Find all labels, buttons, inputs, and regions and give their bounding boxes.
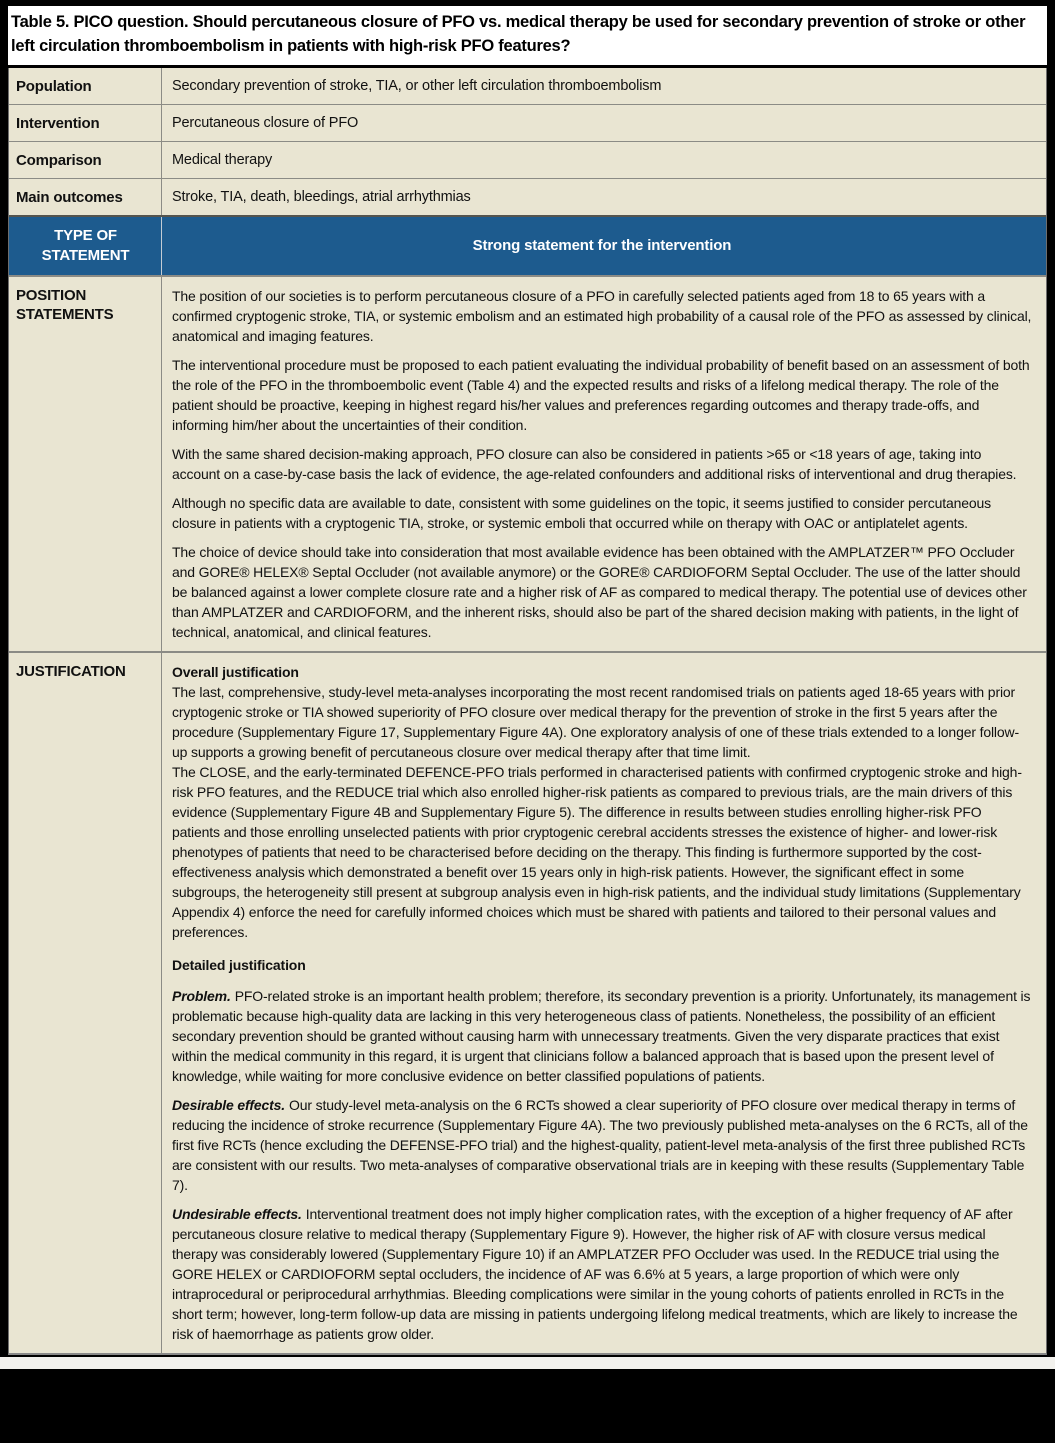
position-paragraph-2: The interventional procedure must be proposed to each patient evaluating the individual probability of benefit based on an assessment of both the role of the PFO in the thromboembolic event (Table 4) and the expected results and risks of a lifelong medical therapy. The role of the patient should be proactive, keeping in highest regard his/her values and preferences regarding outcomes and therapy trade-offs, and informing him/her about the uncertainties of their condition. xyxy=(172,357,1030,433)
table-row-intervention xyxy=(9,104,1046,141)
paragraph-lead-problem: Problem. xyxy=(172,988,231,1004)
paragraph-text-problem: PFO-related stroke is an important health problem; therefore, its secondary prevention is a priority. Unfortunately, its management is problematic because high-quality data are lacking in this very heterogeneous class of patients. Nonetheless, the possibility of an efficient secondary prevention should be granted without causing harm with unnecessary treatments. Given the very disparate practices that exist within the medical community in this regard, it is urgent that clinicians follow a balanced approach that is based upon the present level of knowledge, while waiting for more conclusive evidence on better classified populations of patients. xyxy=(172,988,1031,1084)
row-label-main-outcomes: Main outcomes xyxy=(9,179,162,215)
overall-justification-paragraph-1: The last, comprehensive, study-level meta-analyses incorporating the most recent randomised trials on patients aged 18-65 years with prior cryptogenic stroke or TIA showed superiority of PFO closure over medical therapy for the prevention of stroke in the first 5 years after the procedure (Supplementary Figure 17, Supplementary Figure 4A). One exploratory analysis of one of these trials extended to a longer follow-up supports a growing benefit of percutaneous closure over medical therapy after that time limit. xyxy=(172,684,1019,760)
statement-strength-value: Strong statement for the intervention xyxy=(472,237,732,254)
statement-type-label: TYPE OF STATEMENT xyxy=(9,217,162,275)
position-paragraph-5: The choice of device should take into consideration that most available evidence has been obtained with the AMPLATZER™ PFO Occluder and GORE® HELEX® Septal Occluder (not available anymore) or the GORE® CARDIOFORM Septal Occluder. The use of the latter should be balanced against a lower complete closure rate and a higher risk of AF as compared to medical therapy. The potential use of devices other than AMPLATZER and CARDIOFORM, and the inherent risks, should also be part of the shared decision making with patients, in the light of technical, anatomical, and clinical features. xyxy=(172,544,1027,640)
table-row-comparison xyxy=(9,141,1046,178)
row-label-population: Population xyxy=(9,68,162,104)
row-value-comparison: Medical therapy xyxy=(172,152,273,168)
row-value-population: Secondary prevention of stroke, TIA, or other left circulation thromboembolism xyxy=(172,78,662,94)
detailed-paragraph-desirable-effects xyxy=(172,1095,1032,1195)
row-label-intervention: Intervention xyxy=(9,105,162,141)
paper-table-figure xyxy=(8,6,1047,1355)
position-paragraph-1: The position of our societies is to perform percutaneous closure of a PFO in carefully selected patients aged from 18 to 65 years with a confirmed cryptogenic stroke, TIA, or systemic embolism and an estimated high probability of a causal role of the PFO as assessed by clinical, anatomical and imaging features. xyxy=(172,288,1032,344)
position-paragraph-4: Although no specific data are available to date, consistent with some guidelines on the topic, it seems justified to consider percutaneous closure in patients with a cryptogenic TIA, stroke, or systemic emboli that occurred while on therapy with OAC or antiplatelet agents. xyxy=(172,495,992,531)
position-statements-label: POSITION STATEMENTS xyxy=(9,277,162,651)
position-paragraph-3: With the same shared decision-making approach, PFO closure can also be considered in patients >65 or <18 years of age, taking into account on a case-by-case basis the lack of evidence, the age-related confounders and additional risks of interventional and drug therapies. xyxy=(172,446,1017,482)
detailed-paragraph-undesirable-effects xyxy=(172,1204,1032,1344)
row-label-comparison: Comparison xyxy=(9,142,162,178)
table-row-population xyxy=(9,68,1046,104)
justification-row xyxy=(9,651,1046,1353)
detailed-paragraph-problem xyxy=(172,986,1032,1086)
statement-header-row xyxy=(9,215,1046,275)
overall-justification-paragraph-2: The CLOSE, and the early-terminated DEFENCE-PFO trials performed in characterised patients with confirmed cryptogenic stroke and high-risk PFO features, and the REDUCE trial which also enrolled higher-risk patients as compared to previous trials, are the main drivers of this evidence (Supplementary Figure 4B and Supplementary Figure 5). The difference in results between studies enrolling higher-risk PFO patients and those enrolling unselected patients with prior cryptogenic cerebral accidents stresses the existence of higher- and lower-risk phenotypes of patients that need to be characterised before deciding on the therapy. This finding is furthermore supported by the cost-effectiveness analysis which demonstrated a benefit over 15 years only in high-risk patients. However, the significant effect in some subgroups, the heterogeneity still present at subgroup analysis even in high-risk patients, and the individual study limitations (Supplementary Appendix 4) enforce the need for carefully informed choices which must be shared with patients and tailored to their personal values and preferences. xyxy=(172,764,1022,940)
position-statements-row xyxy=(9,275,1046,651)
justification-body xyxy=(162,653,1046,1353)
paragraph-lead-desirable-effects: Desirable effects. xyxy=(172,1097,285,1113)
detailed-justification-heading: Detailed justification xyxy=(172,957,306,973)
position-statements-body xyxy=(162,277,1046,651)
table-row-main-outcomes xyxy=(9,178,1046,215)
overall-justification-heading: Overall justification xyxy=(172,664,299,680)
page-bottom-strip xyxy=(0,1357,1055,1369)
row-value-main-outcomes: Stroke, TIA, death, bleedings, atrial arrhythmias xyxy=(172,189,471,205)
paragraph-lead-undesirable-effects: Undesirable effects. xyxy=(172,1206,302,1222)
table-title: Table 5. PICO question. Should percutaneous closure of PFO vs. medical therapy be used for secondary prevention of stroke or other left circulation thromboembolism in patients with high-risk PFO features? xyxy=(8,6,1047,68)
justification-label: JUSTIFICATION xyxy=(9,653,162,1353)
paragraph-text-undesirable-effects: Interventional treatment does not imply higher complication rates, with the exception of a higher frequency of AF after percutaneous closure relative to medical therapy (Supplementary Figure 9). However, the higher risk of AF with closure versus medical therapy was considerably lowered (Supplementary Figure 10) if an AMPLATZER PFO Occluder was used. In the REDUCE trial using the GORE HELEX or CARDIOFORM septal occluders, the incidence of AF was 6.6% at 5 years, a large proportion of which were only intraprocedural or periprocedural arrhythmias. Bleeding complications were similar in the young cohorts of patients enrolled in RCTs in the short term; however, long-term follow-up data are missing in patients undergoing lifelong medical treatments, which are likely to increase the risk of haemorrhage as patients grow older. xyxy=(172,1206,1018,1342)
pico-table xyxy=(8,68,1047,1355)
paragraph-text-desirable-effects: Our study-level meta-analysis on the 6 RCTs showed a clear superiority of PFO closure over medical therapy in terms of reducing the incidence of stroke recurrence (Supplementary Figure 4A). The two previously published meta-analyses on the 6 RCTs, all of the first five RCTs (hence excluding the DEFENSE-PFO trial) and the highest-quality, patient-level meta-analysis of the first three published RCTs are consistent with our results. Two meta-analyses of comparative observational trials are in keeping with these results (Supplementary Table 7). xyxy=(172,1097,1028,1193)
row-value-intervention: Percutaneous closure of PFO xyxy=(172,115,359,131)
